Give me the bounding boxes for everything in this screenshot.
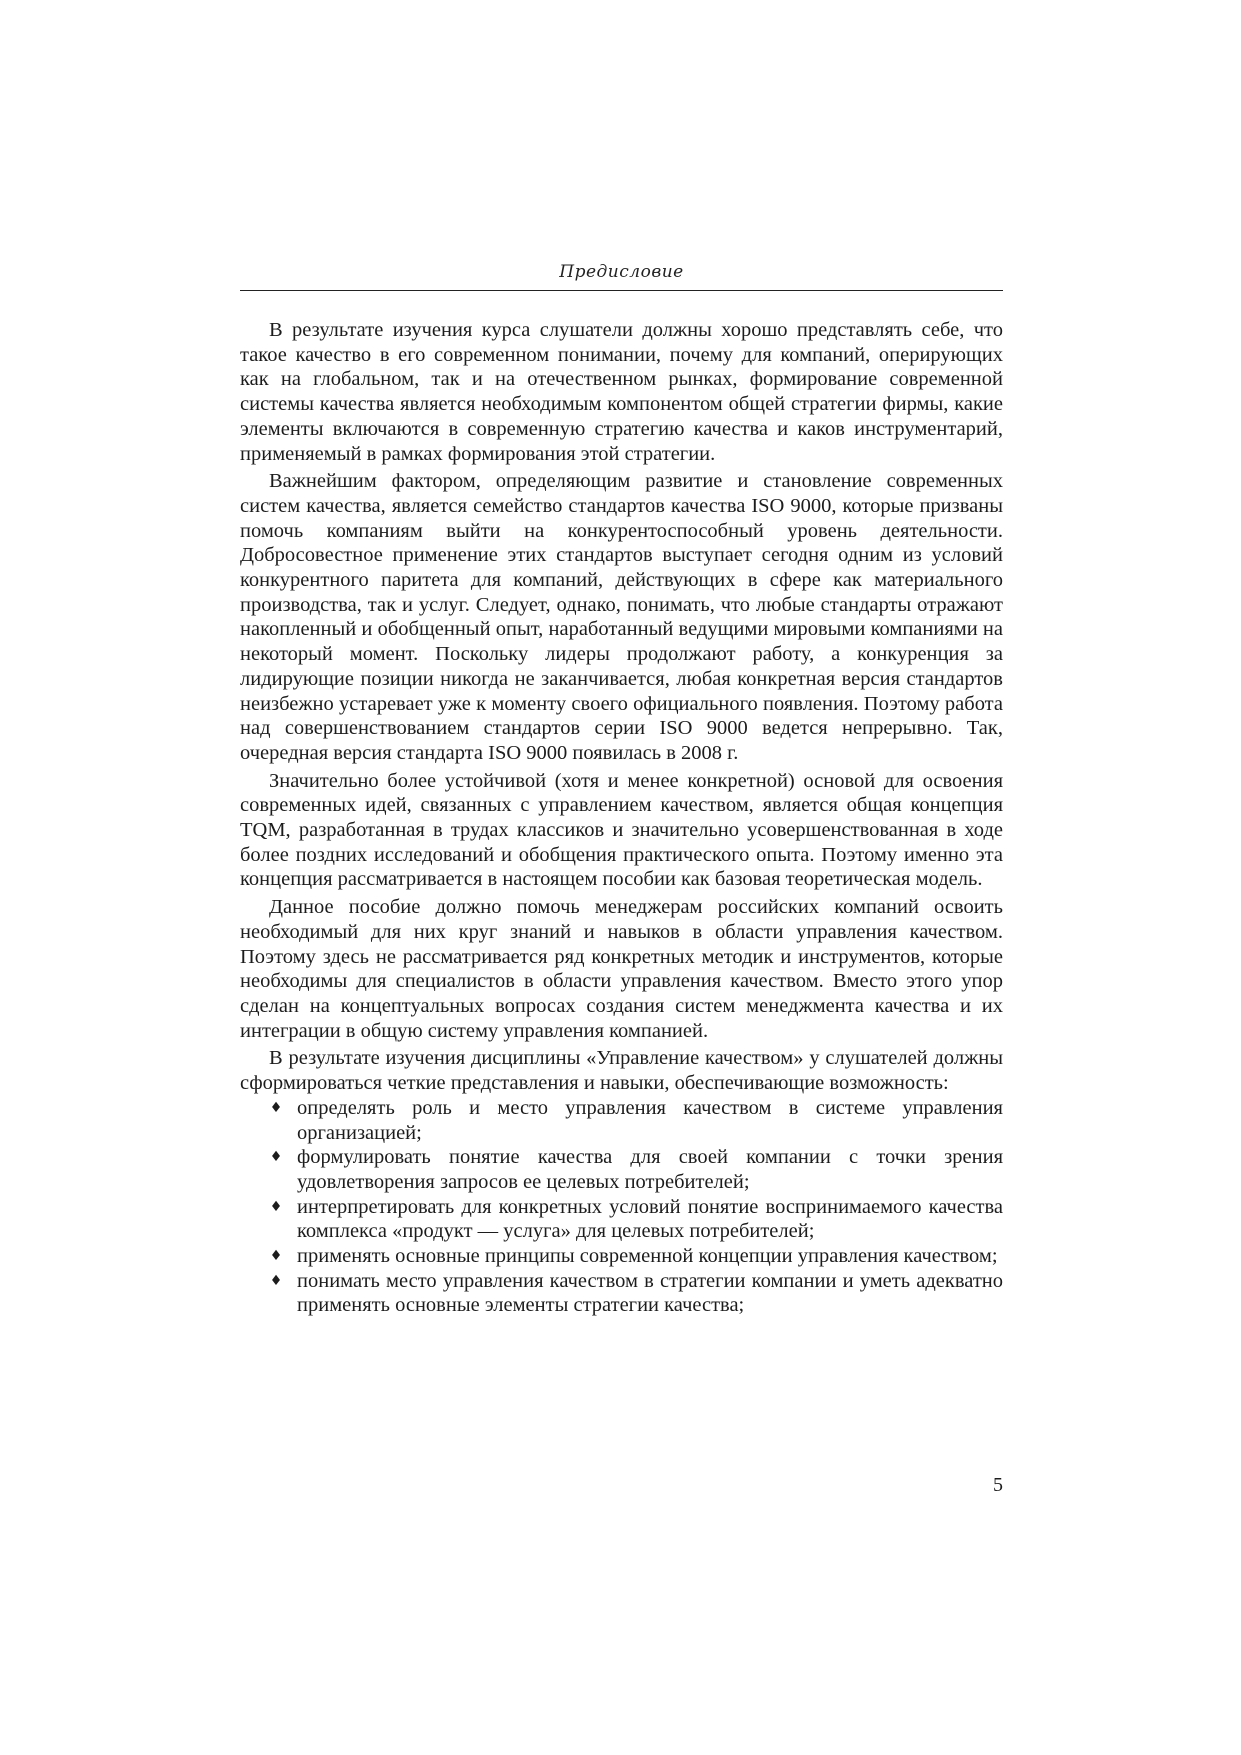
diamond-bullet-icon: ♦ — [269, 1272, 283, 1289]
list-item-text: понимать место управления качеством в стратегии компании и уметь адекватно применять основные элементы стратегии качества; — [297, 1269, 1003, 1317]
diamond-bullet-icon: ♦ — [269, 1099, 283, 1116]
body-text — [240, 318, 1003, 1318]
diamond-bullet-icon: ♦ — [269, 1248, 283, 1265]
paragraph: В результате изучения курса слушатели должны хорошо представлять себе, что такое качество в его современном понимании, почему для компаний, оперирующих как на глобальном, так и на отечественном рынках, формирование современной системы качества является необходимым компонентом общей стратегии фирмы, какие элементы включаются в современную стратегию качества и каков инструментарий, применяемый в рамках формирования этой стратегии. — [240, 319, 1003, 465]
paragraph: Важнейшим фактором, определяющим развитие и становление современных систем качества, является семейство стандартов качества ISO 9000, которые призваны помочь компаниям выйти на конкурентоспособный уровень деятельности. Добросовестное применение этих стандартов выступает сегодня одним из условий конкурентного паритета для компаний, действующих в сфере как материального производства, так и услуг. Следует, однако, понимать, что любые стандарты отражают накопленный и обобщенный опыт, наработанный ведущими мировыми компаниями на некоторый момент. Поскольку лидеры продолжают работу, а конкуренция за лидирующие позиции никогда не заканчивается, любая конкретная версия стандартов неизбежно устаревает уже к моменту своего официального появления. Поэтому работа над совершенствованием стандартов серии ISO 9000 ведется непрерывно. Так, очередная версия стандарта ISO 9000 появилась в 2008 г. — [240, 470, 1003, 764]
bullet-list — [240, 1096, 1003, 1318]
list-item-text: определять роль и место управления качеством в системе управления организацией; — [297, 1096, 1003, 1144]
list-item-text: применять основные принципы современной концепции управления качеством; — [297, 1245, 998, 1268]
list-item — [240, 1269, 1003, 1318]
list-item — [240, 1145, 1003, 1194]
list-item-text: формулировать понятие качества для своей компании с точки зрения удовлетворения запросов ее целевых потребителей; — [297, 1146, 1003, 1193]
list-item — [240, 1195, 1003, 1244]
paragraph: В результате изучения дисциплины «Управление качеством» у слушателей должны сформироваться четкие представления и навыки, обеспечивающие возможность: — [240, 1047, 1003, 1095]
list-item-text: интерпретировать для конкретных условий понятие воспринимаемого качества комплекса «продукт — услуга» для целевых потребителей; — [297, 1195, 1003, 1243]
paragraph: Данное пособие должно помочь менеджерам российских компаний освоить необходимый для них круг знаний и навыков в области управления качеством. Поэтому здесь не рассматривается ряд конкретных методик и инструментов, которые необходимы для специалистов в области управления качеством. Вместо этого упор сделан на концептуальных вопросах создания систем менеджмента качества и их интеграции в общую систему управления компанией. — [240, 896, 1003, 1042]
list-item — [240, 1244, 1003, 1269]
list-item — [240, 1096, 1003, 1145]
paragraph: Значительно более устойчивой (хотя и менее конкретной) основой для освоения современных идей, связанных с управлением качеством, является общая концепция TQM, разработанная в трудах классиков и значительно усовершенствованная в ходе более поздних исследований и обобщения практического опыта. Поэтому именно эта концепция рассматривается в настоящем пособии как базовая теоретическая модель. — [240, 769, 1003, 891]
diamond-bullet-icon: ♦ — [269, 1198, 283, 1215]
page-number: 5 — [993, 1474, 1003, 1496]
header-rule — [240, 290, 1003, 291]
running-head-title: Предисловие — [559, 262, 684, 282]
diamond-bullet-icon: ♦ — [269, 1149, 283, 1166]
